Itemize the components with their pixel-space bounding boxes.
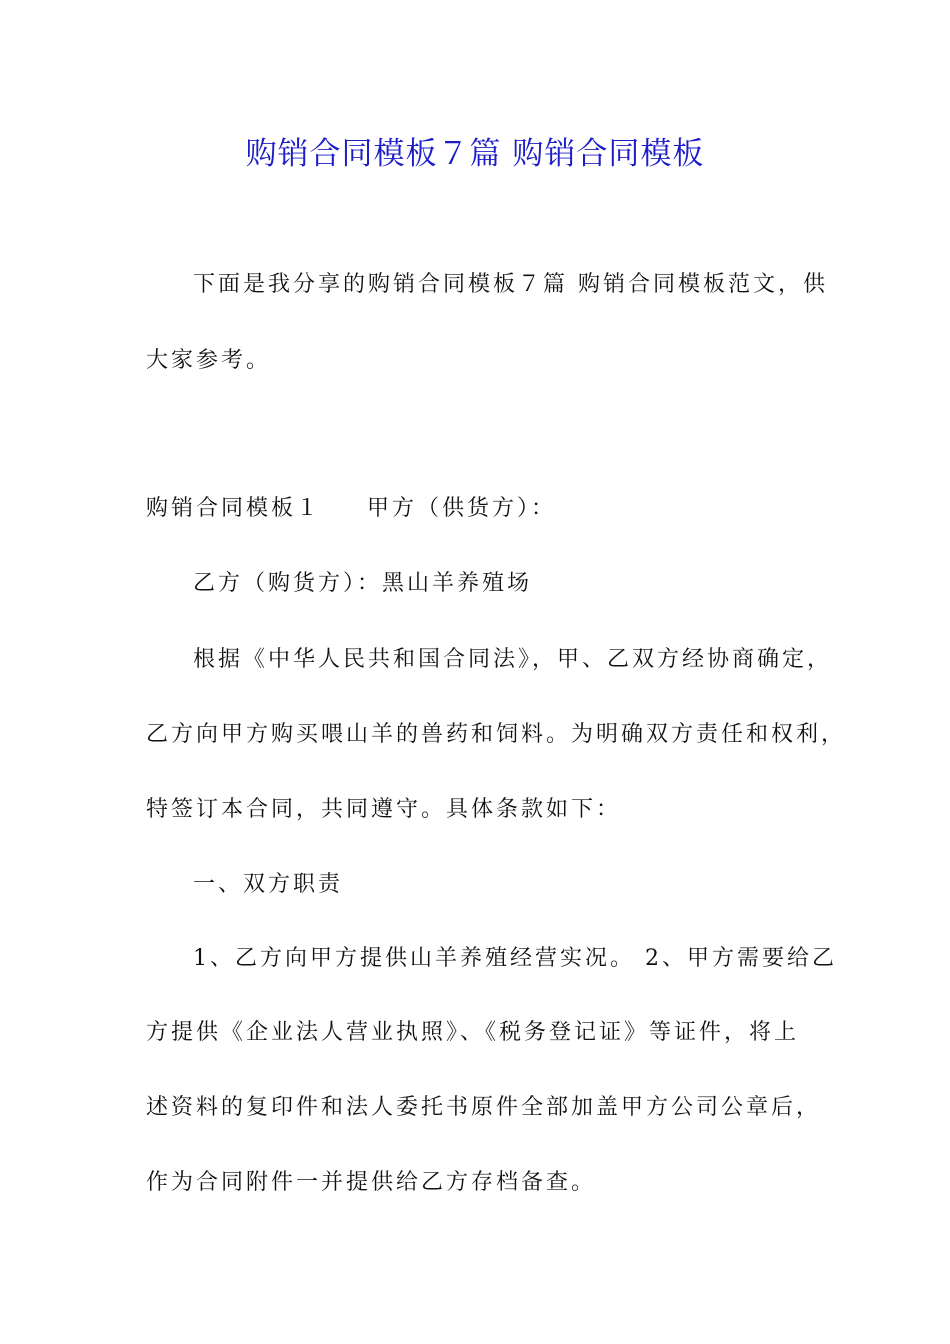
section-heading: 购销合同模板１	[146, 496, 322, 521]
party-a-label: 甲方（供货方）：	[367, 496, 557, 521]
clause-heading: 一、双方职责	[193, 872, 344, 897]
clause-line-4: 作为合同附件一并提供给乙方存档备查。	[146, 1170, 597, 1195]
paragraph-line-3: 特签订本合同，共同遵守。具体条款如下：	[146, 797, 622, 822]
clause-line-3: 述资料的复印件和法人委托书原件全部加盖甲方公司公章后，	[146, 1095, 822, 1120]
intro-line-1: 下面是我分享的购销合同模板７篇 购销合同模板范文，供	[193, 272, 828, 297]
section-heading-line	[146, 494, 556, 524]
paragraph-line-2: 乙方向甲方购买喂山羊的兽药和饲料。为明确双方责任和权利，	[146, 722, 847, 747]
paragraph-line-1: 根据《中华人民共和国合同法》，甲、乙双方经协商确定，	[193, 647, 833, 672]
intro-line-2: 大家参考。	[146, 348, 272, 373]
party-b-line: 乙方（购货方）：黑山羊养殖场	[193, 571, 533, 596]
document-title: 购销合同模板７篇 购销合同模板	[245, 136, 705, 172]
clause-line-1: 1、乙方向甲方提供山羊养殖经营实况。 2、甲方需要给乙	[193, 946, 837, 971]
clause-line-2: 方提供《企业法人营业执照》、《税务登记证》等证件，将上	[146, 1020, 800, 1045]
